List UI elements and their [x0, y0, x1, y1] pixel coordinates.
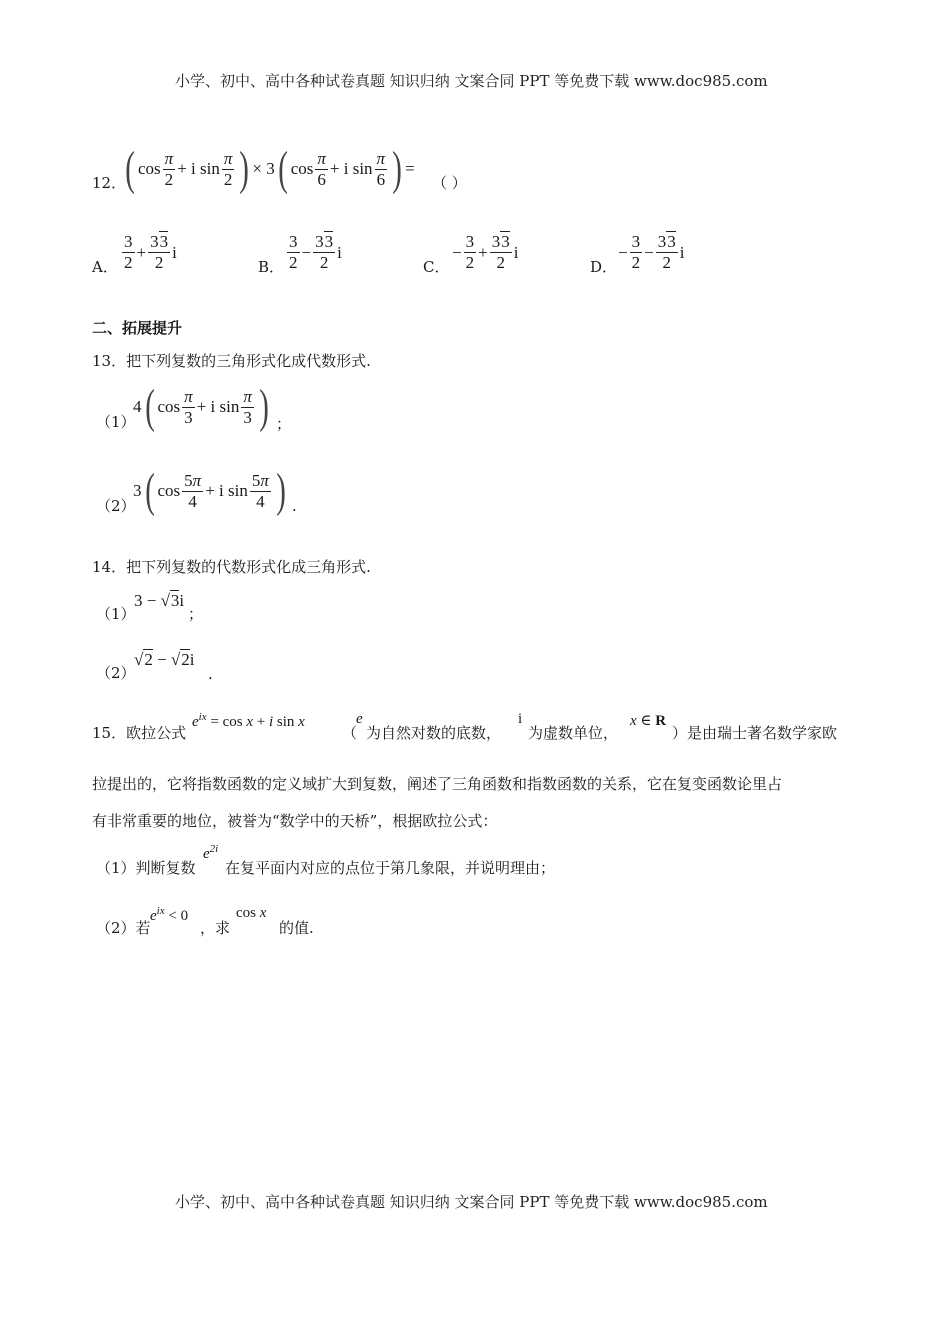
q12-option-c-expr: − $\frac{3}{2}$ + $\frac{33}{2}$ i — [452, 232, 519, 272]
q13-part2-expr: 3 ( cos $\frac{5\pi}{4}$ + i sin $\frac{5\pi}{4}$ ) — [133, 464, 286, 517]
q15-x-in-r: x ∈ R — [630, 713, 667, 729]
q15-cosx-expr: cos x — [236, 905, 267, 921]
q15-lead: 15．欧拉公式 — [92, 724, 187, 742]
q12-option-d-label: D． — [590, 258, 618, 276]
q12-number: 12． — [92, 174, 127, 192]
q14-part1-expr: 3 − √3i — [134, 591, 185, 610]
page-header: 小学、初中、高中各种试卷真题 知识归纳 文案合同 PPT 等免费下载 www.doc985.com — [175, 72, 768, 90]
q15-e2i-expr: $e^{2i}$ — [203, 843, 219, 862]
q13-part1-end: ； — [276, 415, 292, 433]
q15-part2-a: （2）若 — [96, 919, 151, 937]
q13-part1-label: （1） — [96, 413, 136, 431]
q13-part2-end: . — [292, 497, 297, 515]
q14-part2-label: （2） — [96, 664, 136, 682]
section-title: 二、拓展提升 — [92, 319, 183, 337]
q12-answer-blank: （ ） — [432, 174, 467, 192]
q13-part1-expr: 4 ( cos $\frac{\pi}{3}$ + i sin $\frac{\pi}{3}$ ) — [133, 380, 269, 433]
q15-eix-lt0-expr: $e^{ix} < 0$ — [150, 905, 189, 924]
q12-option-c-label: C． — [423, 258, 450, 276]
q15-e-symbol: e — [356, 711, 363, 727]
q13-stem: 13．把下列复数的三角形式化成代数形式. — [92, 352, 371, 370]
q14-stem: 14．把下列复数的代数形式化成三角形式. — [92, 558, 371, 576]
q12-option-d-expr: − $\frac{3}{2}$ − $\frac{33}{2}$ i — [618, 232, 685, 272]
q12-expression: ( cos $\frac{\pi}{2}$ + i sin $\frac{\pi}{2}$ ) × 3 ( cos $\frac{\pi}{6}$ + i sin $\frac{\pi}{6}$ ) = — [125, 142, 415, 195]
q12-option-b-expr: $\frac{3}{2}$ − $\frac{33}{2}$ i — [289, 232, 342, 272]
q14-part1-end: ； — [188, 605, 204, 623]
q12-option-a-label: A． — [92, 258, 118, 276]
q15-part2-c: 的值. — [279, 919, 314, 937]
q15-note-i: 为虚数单位， — [528, 724, 619, 742]
q12-option-b-label: B． — [258, 258, 285, 276]
page-footer: 小学、初中、高中各种试卷真题 知识归纳 文案合同 PPT 等免费下载 www.doc985.com — [175, 1193, 768, 1211]
q15-note-close: ）是由瑞士著名数学家欧 — [672, 724, 838, 742]
q15-part2-b: ，求 — [200, 919, 231, 937]
q15-i-symbol: i — [518, 711, 523, 727]
q15-line3: 有非常重要的地位，被誉为“数学中的天桥”，根据欧拉公式： — [92, 812, 498, 830]
q15-line2: 拉提出的，它将指数函数的定义域扩大到复数，阐述了三角函数和指数函数的关系，它在复变函数论里占 — [92, 775, 783, 793]
q14-part1-label: （1） — [96, 605, 136, 623]
q12-option-a-expr: $\frac{3}{2}$ + $\frac{33}{2}$ i — [124, 232, 177, 272]
q13-part2-label: （2） — [96, 497, 136, 515]
q15-part1-b: 在复平面内对应的点位于第几象限，并说明理由； — [225, 859, 556, 877]
q14-part2-expr: √2 − √2i — [134, 650, 195, 669]
q14-part2-end: . — [208, 665, 213, 683]
q15-note-open: （ — [342, 724, 358, 742]
q15-part1-a: （1）判断复数 — [96, 859, 196, 877]
q15-euler-formula: $e^{ix} = \cos x + i$ sin x — [192, 711, 305, 730]
q15-note-e: 为自然对数的底数， — [366, 724, 502, 742]
